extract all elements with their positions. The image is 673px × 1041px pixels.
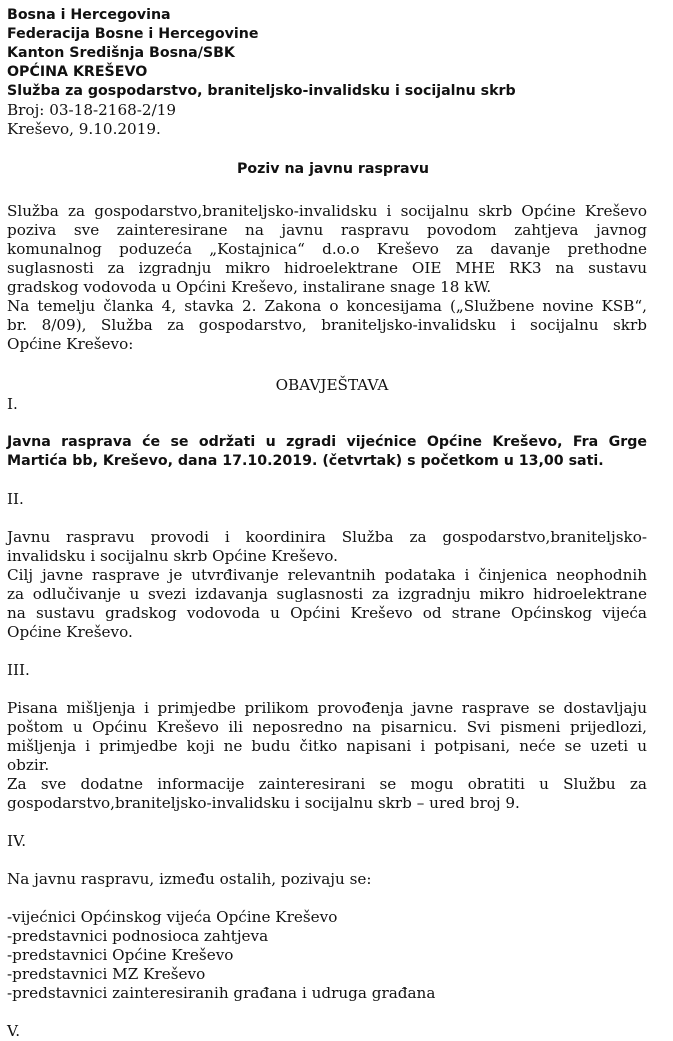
- text-line: gospodarstvo,braniteljsko-invalidsku i socijalnu skrb – ured broj 9.: [7, 794, 520, 812]
- text-line: Pisana mišljenja i primjedbe prilikom provođenja javne rasprave se dostavljaju: [7, 699, 647, 717]
- document-title: Poziv na javnu raspravu: [237, 161, 429, 177]
- intro-paragraph: [7, 202, 647, 297]
- text-line: Na temelju članka 4, stavka 2. Zakona o koncesijama („Službene novine KSB“,: [7, 297, 647, 315]
- list-item: -predstavnici Općine Kreševo: [7, 946, 234, 964]
- text-line: obzir.: [7, 756, 50, 774]
- list-item: -vijećnici Općinskog vijeća Općine Kreševo: [7, 908, 338, 926]
- list-item: -predstavnici MZ Kreševo: [7, 965, 206, 983]
- legal-basis-paragraph: [7, 297, 647, 354]
- federation-line: Federacija Bosne i Hercegovine: [7, 26, 259, 42]
- text-line: Javna rasprava će se održati u zgradi vijećnice Općine Kreševo, Fra Grge: [7, 434, 647, 450]
- section-numeral-1: I.: [7, 395, 18, 413]
- section-numeral-2: II.: [7, 490, 24, 508]
- text-line: na sustavu gradskog vodovoda u Općini Kreševo od strane Općinskog vijeća: [7, 604, 647, 622]
- text-line: komunalnog poduzeća „Kostajnica“ d.o.o Kreševo za davanje prethodne: [7, 240, 647, 258]
- list-item: -predstavnici zainteresiranih građana i udruga građana: [7, 984, 436, 1002]
- reference-number: Broj: 03-18-2168-2/19: [7, 101, 177, 119]
- text-line: Martića bb, Kreševo, dana 17.10.2019. (četvrtak) s početkom u 13,00 sati.: [7, 453, 604, 469]
- text-line: Za sve dodatne informacije zainteresirani se mogu obratiti u Službu za: [7, 775, 647, 793]
- submissions-paragraph: [7, 699, 647, 775]
- text-line: br. 8/09), Služba za gospodarstvo, braniteljsko-invalidsku i socijalnu skrb: [7, 316, 647, 334]
- text-line: Općine Kreševo.: [7, 623, 133, 641]
- text-line: poziva sve zainteresirane na javnu raspravu povodom zahtjeva javnog: [7, 221, 647, 239]
- text-line: Na javnu raspravu, između ostalih, pozivaju se:: [7, 870, 372, 888]
- department-line: Služba za gospodarstvo, braniteljsko-invalidsku i socijalnu skrb: [7, 83, 516, 99]
- hearing-details: [7, 433, 647, 471]
- text-line: gradskog vodovoda u Općini Kreševo, instalirane snage 18 kW.: [7, 278, 492, 296]
- text-line: mišljenja i primjedbe koji ne budu čitko napisani i potpisani, neće se uzeti u: [7, 737, 647, 755]
- text-line: Cilj javne rasprave je utvrđivanje relevantnih podataka i činjenica neophodnih: [7, 566, 647, 584]
- coordinator-paragraph: [7, 528, 647, 566]
- notice-heading: OBAVJEŠTAVA: [275, 376, 389, 394]
- section-numeral-4: IV.: [7, 832, 27, 850]
- invitation-intro: [7, 870, 647, 889]
- letterhead: [7, 6, 647, 139]
- text-line: Javnu raspravu provodi i koordinira Služba za gospodarstvo,braniteljsko-: [7, 528, 647, 546]
- section-numeral-3: III.: [7, 661, 30, 679]
- document-page: [7, 6, 647, 1041]
- text-line: Služba za gospodarstvo,braniteljsko-invalidsku i socijalnu skrb Općine Kreševo: [7, 202, 647, 220]
- place-date: Kreševo, 9.10.2019.: [7, 120, 161, 138]
- contact-paragraph: [7, 775, 647, 813]
- text-line: poštom u Općinu Kreševo ili neposredno na pisarnicu. Svi pismeni prijedlozi,: [7, 718, 647, 736]
- section-numeral-5: V.: [7, 1022, 21, 1040]
- text-line: za odlučivanje u svezi izdavanja suglasnosti za izgradnju mikro hidroelektrane: [7, 585, 647, 603]
- list-item: -predstavnici podnosioca zahtjeva: [7, 927, 269, 945]
- text-line: suglasnosti za izgradnju mikro hidroelektrane OIE MHE RK3 na sustavu: [7, 259, 647, 277]
- municipality-line: OPĆINA KREŠEVO: [7, 64, 148, 80]
- invitee-list: [7, 908, 647, 1003]
- country-line: Bosna i Hercegovina: [7, 7, 171, 23]
- canton-line: Kanton Središnja Bosna/SBK: [7, 45, 235, 61]
- text-line: invalidsku i socijalnu skrb Općine Kreševo.: [7, 547, 338, 565]
- goal-paragraph: [7, 566, 647, 642]
- text-line: Općine Kreševo:: [7, 335, 134, 353]
